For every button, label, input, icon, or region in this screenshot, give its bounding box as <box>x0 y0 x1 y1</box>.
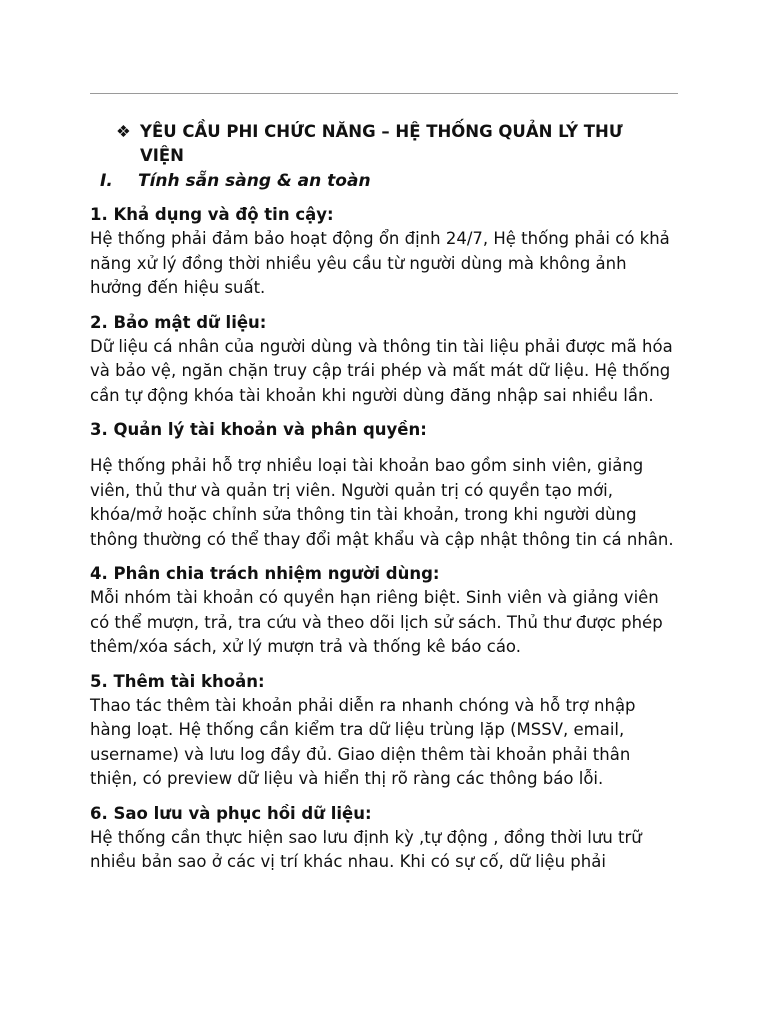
item-heading: 4. Phân chia trách nhiệm người dùng: <box>90 564 440 583</box>
item-body: Thao tác thêm tài khoản phải diễn ra nhanh chóng và hỗ trợ nhập hàng loạt. Hệ thống cần kiểm tra dữ liệu trùng lặp (MSSV, email, username) và lưu log đầy đủ. Giao diện thêm tài khoản phải thân thiện, có preview dữ liệu và hiển thị rõ ràng các thông báo lỗi. <box>90 695 636 788</box>
item-heading: 3. Quản lý tài khoản và phân quyền: <box>90 420 427 439</box>
section-title: Tính sẵn sàng & an toàn <box>138 171 371 191</box>
title-text: YÊU CẦU PHI CHỨC NĂNG – HỆ THỐNG QUẢN LÝ THƯ VIỆN <box>140 122 623 165</box>
paragraph-gap <box>90 442 680 454</box>
document-title <box>116 120 680 168</box>
item-body: Hệ thống phải hỗ trợ nhiều loại tài khoản bao gồm sinh viên, giảng viên, thủ thư và quản trị viên. Người quản trị có quyền tạo mới, khóa/mở hoặc chỉnh sửa thông tin tài khoản, trong khi người dùng thông thường có thể thay đổi mật khẩu và cập nhật thông tin cá nhân. <box>90 456 674 549</box>
document-body <box>90 120 680 875</box>
item-heading: 1. Khả dụng và độ tin cậy: <box>90 205 334 224</box>
item-body: Hệ thống phải đảm bảo hoạt động ổn định 24/7, Hệ thống phải có khả năng xử lý đồng thời nhiều yêu cầu từ người dùng mà không ảnh hưởng đến hiệu suất. <box>90 229 670 297</box>
diamond-bullet-icon: ❖ <box>116 122 131 141</box>
item-body: Mỗi nhóm tài khoản có quyền hạn riêng biệt. Sinh viên và giảng viên có thể mượn, trả, tra cứu và theo dõi lịch sử sách. Thủ thư được phép thêm/xóa sách, xử lý mượn trả và thống kê báo cáo. <box>90 588 663 656</box>
item-heading: 5. Thêm tài khoản: <box>90 671 265 691</box>
section-number: I. <box>100 171 113 191</box>
item-body: Hệ thống cần thực hiện sao lưu định kỳ ,tự động , đồng thời lưu trữ nhiều bản sao ở các vị trí khác nhau. Khi có sự cố, dữ liệu phải <box>90 827 642 871</box>
header-rule <box>90 93 678 94</box>
item-heading: 6. Sao lưu và phục hồi dữ liệu: <box>90 803 372 823</box>
item-heading: 2. Bảo mật dữ liệu: <box>90 312 267 332</box>
item-body: Dữ liệu cá nhân của người dùng và thông tin tài liệu phải được mã hóa và bảo vệ, ngăn chặn truy cập trái phép và mất mát dữ liệu. Hệ thống cần tự động khóa tài khoản khi người dùng đăng nhập sai nhiều lần. <box>90 336 673 405</box>
section-heading <box>100 169 680 193</box>
